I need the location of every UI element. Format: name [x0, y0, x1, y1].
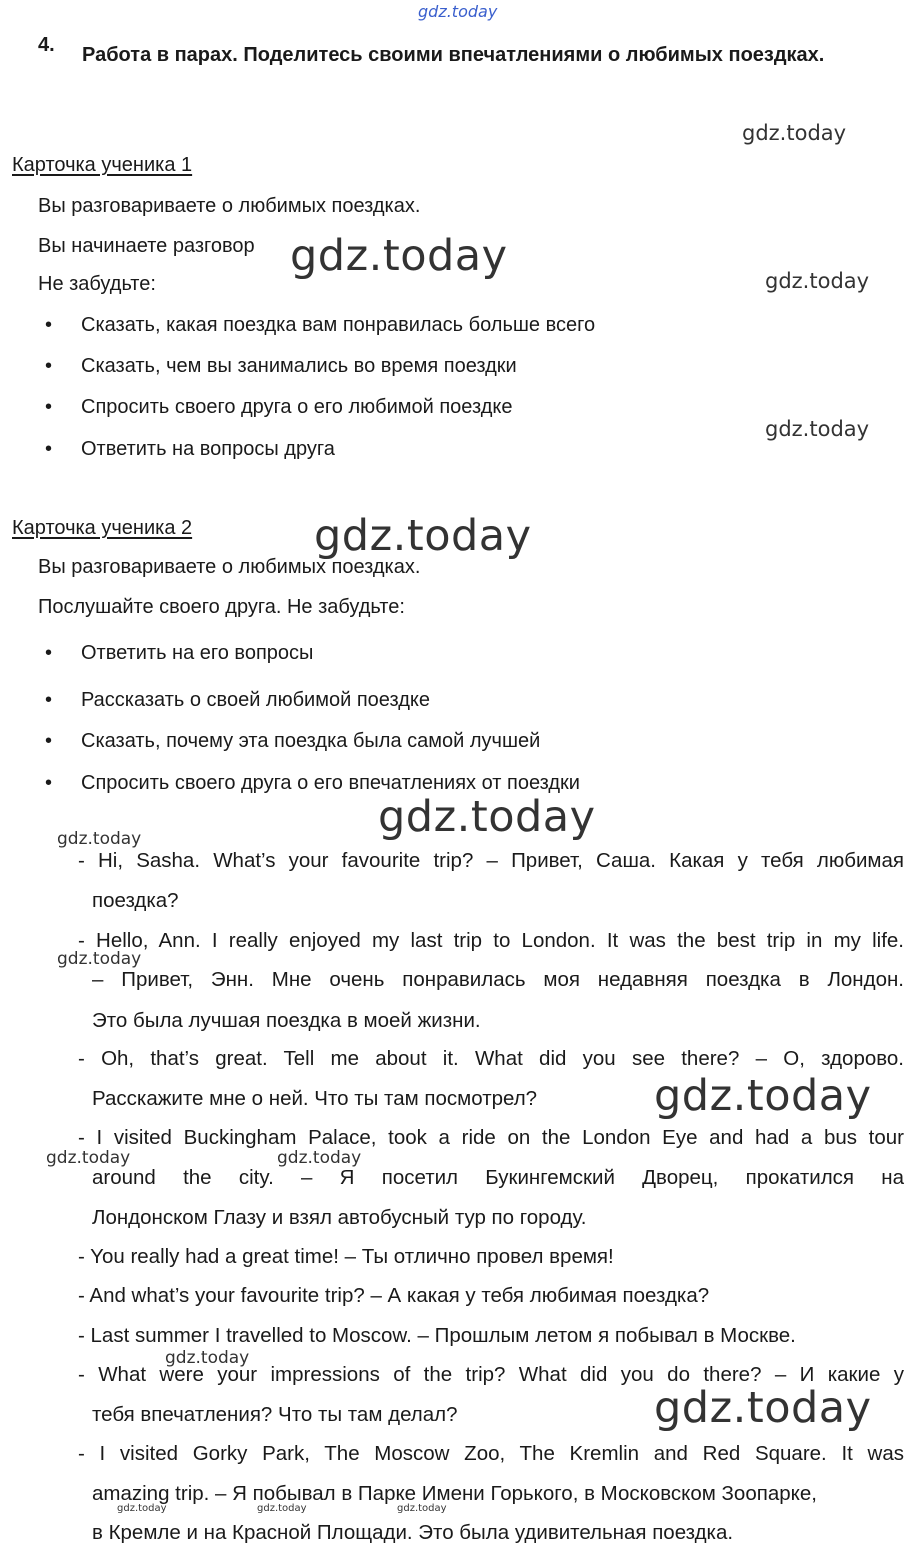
watermark: gdz.today [654, 1383, 872, 1433]
watermark-top: gdz.today [418, 2, 498, 21]
watermark: gdz.today [742, 121, 847, 145]
card-1-bullet: Сказать, какая поездка вам понравилась больше всего [81, 314, 596, 336]
dialogue-line: around the city. – Я посетил Букингемский Дворец, прокатился на [92, 1166, 904, 1189]
task-title: Работа в парах. Поделитесь своими впечатлениями о любимых поездках. [82, 44, 825, 66]
watermark: gdz.today [290, 231, 508, 281]
bullet-icon: • [45, 355, 53, 377]
watermark: gdz.today [165, 1348, 250, 1368]
card-1-bullet: Ответить на вопросы друга [81, 438, 335, 460]
card-1-bullet: Спросить своего друга о его любимой поездке [81, 396, 513, 418]
dialogue-line: Это была лучшая поездка в моей жизни. [92, 1009, 481, 1032]
dialogue-line: - Hello, Ann. I really enjoyed my last trip to London. It was the best trip in my life. [78, 929, 904, 952]
bullet-icon: • [45, 314, 53, 336]
dialogue-line: тебя впечатления? Что ты там делал? [92, 1403, 458, 1426]
watermark: gdz.today [378, 792, 596, 842]
card-1-title: Карточка ученика 1 [12, 154, 193, 176]
bullet-icon: • [45, 438, 53, 460]
bullet-icon: • [45, 772, 53, 794]
card-2-title: Карточка ученика 2 [12, 517, 193, 539]
bullet-icon: • [45, 642, 53, 664]
dialogue-line: - I visited Buckingham Palace, took a ride on the London Eye and had a bus tour [78, 1126, 904, 1149]
dialogue-line: - You really had a great time! – Ты отлично провел время! [78, 1245, 614, 1268]
dialogue-line: Лондонском Глазу и взял автобусный тур по городу. [92, 1206, 587, 1229]
dialogue-line: в Кремле и на Красной Площади. Это была удивительная поездка. [92, 1521, 734, 1544]
bullet-icon: • [45, 689, 53, 711]
dialogue-line: - And what’s your favourite trip? – А какая у тебя любимая поездка? [78, 1284, 710, 1307]
bullet-icon: • [45, 730, 53, 752]
card-2-line: Послушайте своего друга. Не забудьте: [38, 596, 405, 618]
watermark: gdz.today [57, 949, 142, 969]
watermark: gdz.today [314, 511, 532, 561]
dialogue-line: - Hi, Sasha. What’s your favourite trip? – Привет, Саша. Какая у тебя любимая [78, 849, 904, 872]
watermark: gdz.today [46, 1148, 131, 1168]
card-2-bullet: Рассказать о своей любимой поездке [81, 689, 430, 711]
card-2-bullet: Ответить на его вопросы [81, 642, 314, 664]
watermark: gdz.today [257, 1503, 307, 1514]
dialogue-line: - I visited Gorky Park, The Moscow Zoo, The Kremlin and Red Square. It was [78, 1442, 904, 1465]
dialogue-line: поездка? [92, 889, 179, 912]
watermark: gdz.today [397, 1503, 447, 1514]
dialogue-line: - Oh, that’s great. Tell me about it. What did you see there? – О, здорово. [78, 1047, 904, 1070]
bullet-icon: • [45, 396, 53, 418]
dialogue-line: amazing trip. – Я побывал в Парке Имени Горького, в Московском Зоопарке, [92, 1482, 817, 1505]
dialogue-line: – Привет, Энн. Мне очень понравилась моя недавняя поездка в Лондон. [92, 968, 904, 991]
task-number: 4. [38, 34, 55, 56]
dialogue-line: - Last summer I travelled to Moscow. – Прошлым летом я побывал в Москве. [78, 1324, 796, 1347]
watermark: gdz.today [117, 1503, 167, 1514]
dialogue-line: - What were your impressions of the trip? What did you do there? – И какие у [78, 1363, 904, 1386]
watermark: gdz.today [277, 1148, 362, 1168]
card-2-bullet: Сказать, почему эта поездка была самой лучшей [81, 730, 541, 752]
watermark: gdz.today [765, 417, 870, 441]
card-1-line: Вы разговариваете о любимых поездках. [38, 195, 421, 217]
card-1-line: Вы начинаете разговор [38, 235, 255, 257]
watermark: gdz.today [654, 1071, 872, 1121]
watermark: gdz.today [57, 829, 142, 849]
watermark: gdz.today [765, 269, 870, 293]
card-2-line: Вы разговариваете о любимых поездках. [38, 556, 421, 578]
card-1-line: Не забудьте: [38, 273, 156, 295]
card-2-bullet: Спросить своего друга о его впечатлениях от поездки [81, 772, 580, 794]
card-1-bullet: Сказать, чем вы занимались во время поездки [81, 355, 517, 377]
dialogue-line: Расскажите мне о ней. Что ты там посмотрел? [92, 1087, 538, 1110]
